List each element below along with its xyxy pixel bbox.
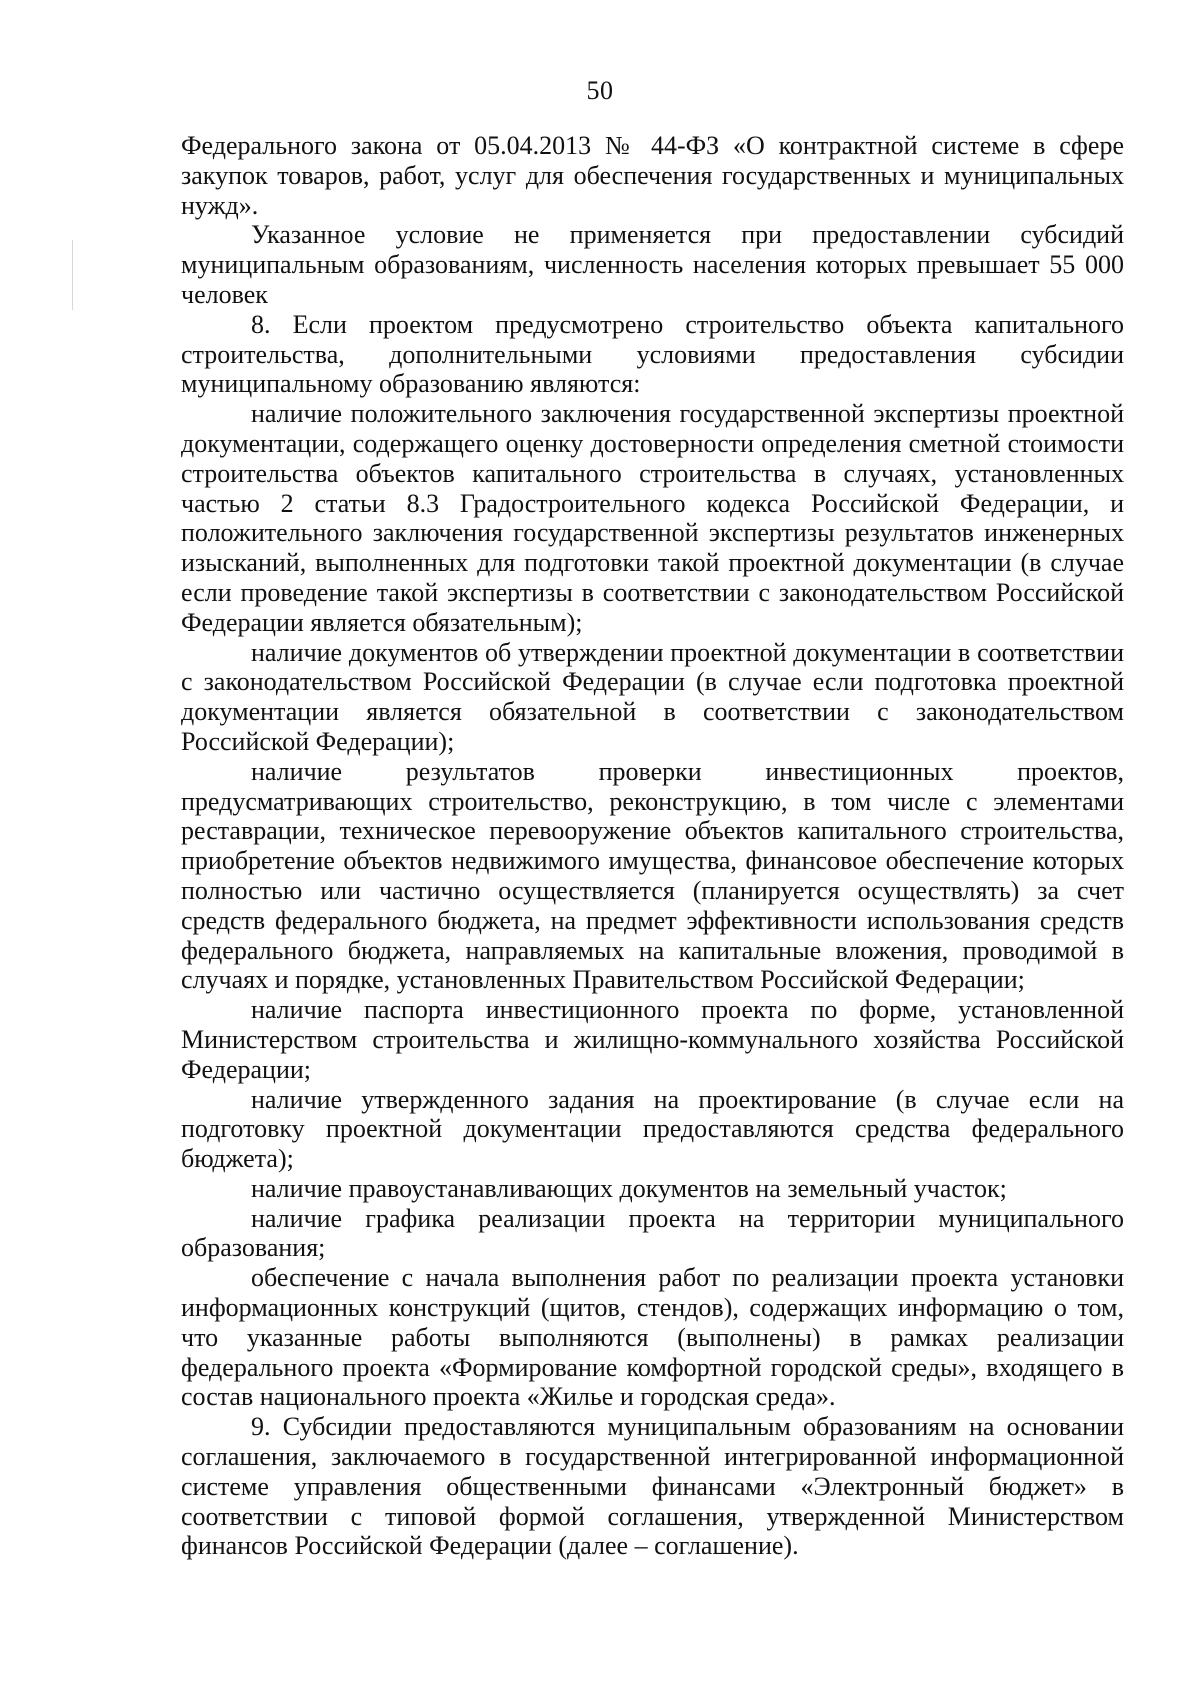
paragraph-population-exception: Указанное условие не применяется при предоставлении субсидий муниципальным образованиям, численность населения которых превышает 55 000 человек [181,220,1124,309]
paragraph-law-reference-continuation: Федерального закона от 05.04.2013 № 44-ФЗ «О контрактной системе в сфере закупок товаров, работ, услуг для обеспечения государственных и муниципальных нужд». [181,131,1124,220]
paragraph-design-assignment: наличие утвержденного задания на проектирование (в случае если на подготовку проектной документации предоставляются средства федерального бюджета); [181,1084,1124,1174]
scan-margin-mark [72,240,73,310]
paragraph-clause-8: 8. Если проектом предусмотрено строительство объекта капитального строительства, дополнительными условиями предоставления субсидии муниципальному образованию являются: [181,309,1124,399]
paragraph-information-boards: обеспечение с начала выполнения работ по реализации проекта установки информационных конструкций (щитов, стендов), содержащих информацию о том, что указанные работы выполняются (выполнены) в рамках реализации федерального проекта «Формирование комфортной городской среды», входящего в состав национального проекта «Жилье и городская среда». [181,1263,1124,1412]
paragraph-design-documentation-approval: наличие документов об утверждении проектной документации в соответствии с законодательством Российской Федерации (в случае если подготовка проектной документации является обязательной в соответствии с законодательством Российской Федерации); [181,637,1124,756]
page-number: 50 [586,76,614,105]
paragraph-land-documents: наличие правоустанавливающих документов на земельный участок; [251,1173,1007,1203]
paragraph-investment-passport: наличие паспорта инвестиционного проекта по форме, установленной Министерством строительства и жилищно-коммунального хозяйства Российской Федерации; [181,995,1124,1084]
document-body [181,131,1124,1561]
paragraph-state-expertise: наличие положительного заключения государственной экспертизы проектной документации, содержащего оценку достоверности определения сметной стоимости строительства объектов капитального строительства в случаях, установленных частью 2 статьи 8.3 Градостроительного кодекса Российской Федерации, и положительного заключения государственной экспертизы результатов инженерных изысканий, выполненных для подготовки такой проектной документации (в случае если проведение такой экспертизы в соответствии с законодательством Российской Федерации является обязательным); [181,399,1124,637]
paragraph-investment-project-check: наличие результатов проверки инвестиционных проектов, предусматривающих строительство, реконструкцию, в том числе с элементами реставрации, техническое перевооружение объектов капитального строительства, приобретение объектов недвижимого имущества, финансовое обеспечение которых полностью или частично осуществляется (планируется осуществлять) за счет средств федерального бюджета, на предмет эффективности использования средств федерального бюджета, направляемых на капитальные вложения, проводимой в случаях и порядке, установленных Правительством Российской Федерации; [181,756,1124,995]
paragraph-clause-9: 9. Субсидии предоставляются муниципальным образованиям на основании соглашения, заключаемого в государственной интегрированной информационной системе управления общественными финансами «Электронный бюджет» в соответствии с типовой формой соглашения, утвержденной Министерством финансов Российской Федерации (далее – соглашение). [181,1412,1124,1561]
paragraph-implementation-schedule: наличие графика реализации проекта на территории муниципального образования; [181,1203,1124,1263]
